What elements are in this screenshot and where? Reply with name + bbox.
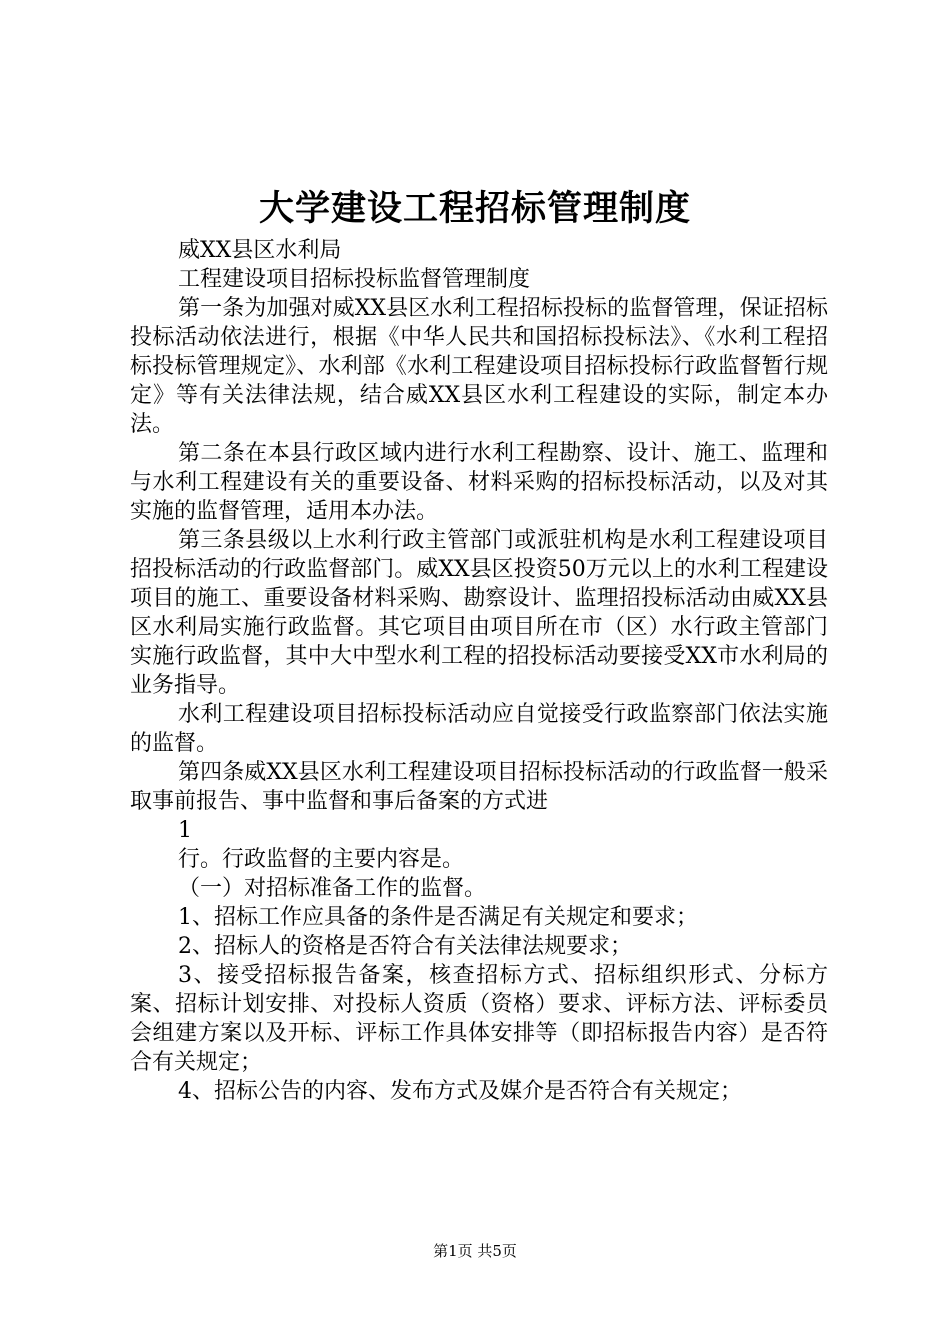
paragraph-item-2: 2、招标人的资格是否符合有关法律法规要求； — [178, 934, 632, 959]
paragraph-issuer: 威XX县区水利局 — [178, 238, 342, 263]
paragraph-section-1: （一）对招标准备工作的监督。 — [178, 876, 487, 901]
paragraph-article-2: 第二条在本县行政区域内进行水利工程勘察、设计、施工、监理和与水利工程建设有关的重要设备、材料采购的招标投标活动，以及对其实施的监督管理，适用本办法。 — [130, 441, 828, 524]
paragraph-article-3: 第三条县级以上水利行政主管部门或派驻机构是水利工程建设项目招投标活动的行政监督部门。威XX县区投资50万元以上的水利工程建设项目的施工、重要设备材料采购、勘察设计、监理招投标活动由威XX县区水利局实施行政监督。其它项目由项目所在市（区）水行政主管部门实施行政监督，其中大中型水利工程的招投标活动要接受XX市水利局的业务指导。 — [130, 528, 828, 698]
paragraph-article-1: 第一条为加强对威XX县区水利工程招标投标的监督管理，保证招标投标活动依法进行，根据《中华人民共和国招标投标法》、《水利工程招标投标管理规定》、水利部《水利工程建设项目招标投标行政监督暂行规定》等有关法律法规，结合威XX县区水利工程建设的实际，制定本办法。 — [130, 296, 828, 437]
paragraph-subtitle: 工程建设项目招标投标监督管理制度 — [178, 267, 531, 292]
paragraph-page-marker: 1 — [178, 818, 192, 843]
paragraph-article-4: 第四条威XX县区水利工程建设项目招标投标活动的行政监督一般采取事前报告、事中监督和事后备案的方式进 — [130, 760, 828, 814]
page-footer: 第1页 共5页 — [433, 1242, 517, 1260]
paragraph-item-4: 4、招标公告的内容、发布方式及媒介是否符合有关规定； — [178, 1079, 742, 1104]
paragraph-continuation: 行。行政监督的主要内容是。 — [178, 847, 465, 872]
paragraph-item-3: 3、接受招标报告备案，核查招标方式、招标组织形式、分标方案、招标计划安排、对投标人资质（资格）要求、评标方法、评标委员会组建方案以及开标、评标工作具体安排等（即招标报告内容）是否符合有关规定； — [130, 963, 828, 1075]
paragraph-supervision: 水利工程建设项目招标投标活动应自觉接受行政监察部门依法实施的监督。 — [130, 702, 828, 756]
paragraph-item-1: 1、招标工作应具备的条件是否满足有关规定和要求； — [178, 905, 698, 930]
document-title: 大学建设工程招标管理制度 — [258, 188, 691, 229]
document-body — [130, 236, 828, 1106]
